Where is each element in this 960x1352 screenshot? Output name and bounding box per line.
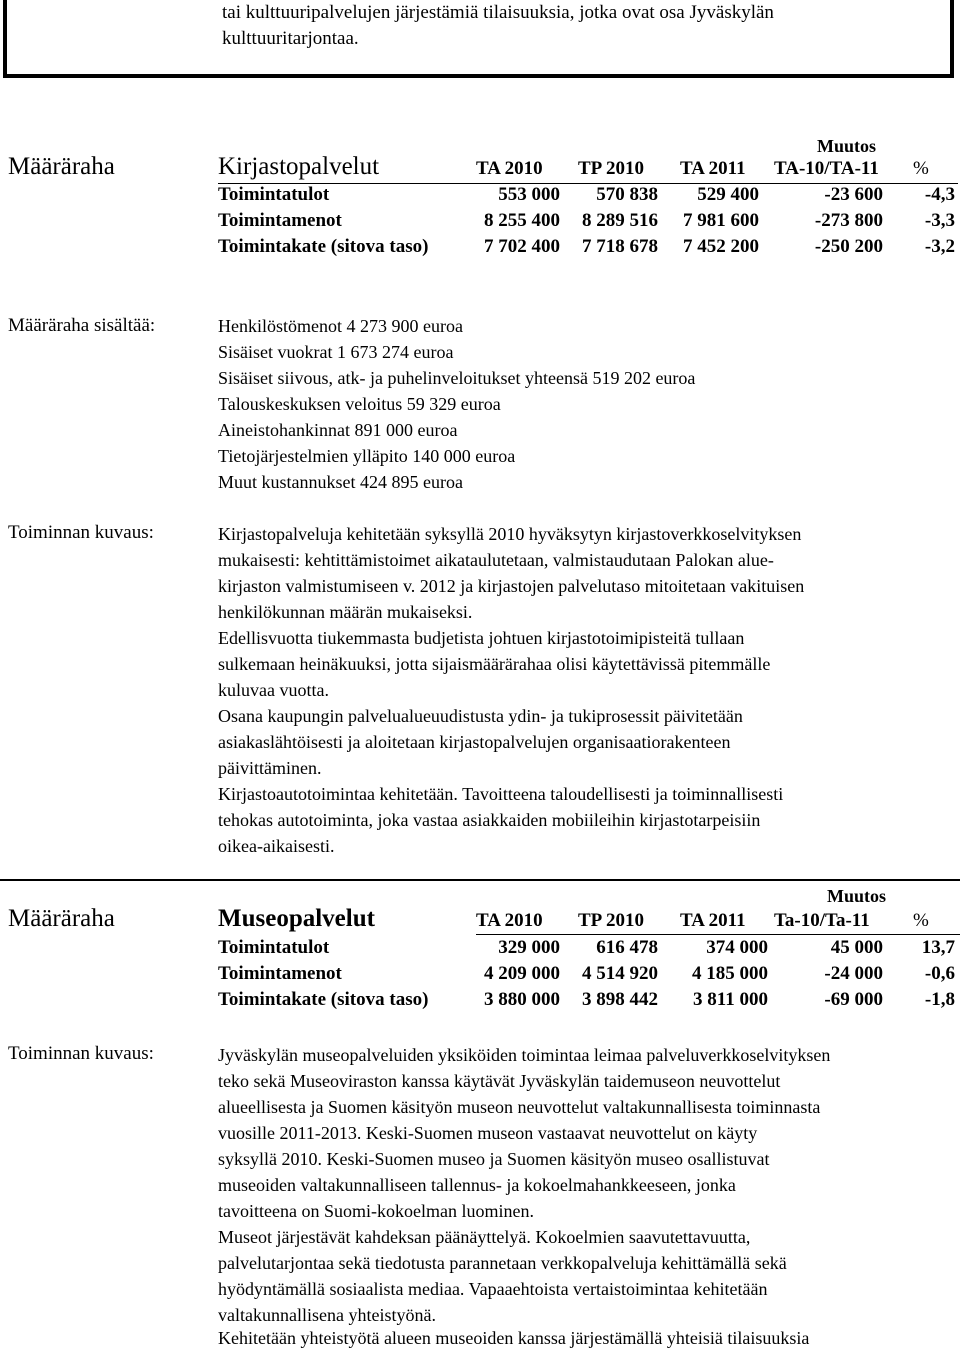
cell-percent: 13,7: [921, 937, 955, 958]
cell-change: -23 600: [824, 184, 883, 205]
text-line: päivittäminen.: [218, 758, 322, 778]
text-line: henkilökunnan määrän mukaiseksi.: [218, 602, 473, 622]
text-line: palvelutarjontaa sekä tiedotusta parannetaan verkkopalveluja kehittämällä sekä: [218, 1253, 787, 1273]
cell-ta2011: 4 185 000: [692, 963, 768, 984]
kirjasto-col-tp2010: TP 2010: [578, 158, 644, 179]
kirjasto-col-percent: %: [913, 158, 929, 179]
list-item: Sisäiset vuokrat 1 673 274 euroa: [218, 342, 454, 362]
cell-percent: -3,3: [924, 210, 955, 231]
kirjasto-title: Kirjastopalvelut: [218, 153, 380, 180]
top-text-box: [3, 0, 954, 78]
museo-title: Museopalvelut: [218, 905, 375, 932]
cell-ta2010: 8 255 400: [484, 210, 560, 231]
cell-ta2010: 3 880 000: [484, 989, 560, 1010]
cell-change: -273 800: [814, 210, 883, 231]
cell-change: -69 000: [824, 989, 883, 1010]
cell-ta2010: 7 702 400: [484, 236, 560, 257]
list-item: Henkilöstömenot 4 273 900 euroa: [218, 316, 463, 336]
cell-change: -250 200: [814, 236, 883, 257]
cell-ta2010: 329 000: [498, 937, 560, 958]
kirjasto-maararaha-heading: Määräraha: [8, 153, 115, 180]
text-line: mukaisesti: kehtittämistoimet aikataulutetaan, valmistaudutaan Palokan alue-: [218, 550, 774, 570]
text-line: vuosille 2011-2013. Keski-Suomen museon vastaavat neuvottelut on käyty: [218, 1123, 758, 1143]
cell-percent: -3,2: [924, 236, 955, 257]
row-label: Toimintakate (sitova taso): [218, 989, 429, 1010]
text-line: sulkemaan heinäkuuksi, jotta sijaismäärärahaa olisi käytettävissä pitemmälle: [218, 654, 771, 674]
kirjasto-sisaltaa-label: Määräraha sisältää:: [8, 315, 156, 336]
row-label: Toimintatulot: [218, 184, 330, 205]
text-line: hyödyntämällä sosiaalista mediaa. Vapaaehtoista vertaistoimintaa kehitetään: [218, 1279, 768, 1299]
cell-tp2010: 4 514 920: [582, 963, 658, 984]
cell-ta2010: 553 000: [498, 184, 560, 205]
kirjasto-col-ta2010: TA 2010: [476, 158, 543, 179]
cell-ta2011: 7 981 600: [683, 210, 759, 231]
kirjasto-col-ta2011: TA 2011: [680, 158, 746, 179]
row-label: Toimintatulot: [218, 937, 330, 958]
museo-col-ta2011: TA 2011: [680, 910, 746, 931]
cell-tp2010: 7 718 678: [582, 236, 658, 257]
text-line: Kirjastopalveluja kehitetään syksyllä 2010 hyväksytyn kirjastoverkkoselvityksen: [218, 524, 802, 544]
cell-ta2010: 4 209 000: [484, 963, 560, 984]
kirjasto-col-change: TA-10/TA-11: [774, 158, 879, 179]
text-line: Kehitetään yhteistyötä alueen museoiden kanssa järjestämällä yhteisiä tilaisuuksia: [218, 1328, 810, 1348]
museo-col-percent: %: [913, 910, 929, 931]
list-item: Aineistohankinnat 891 000 euroa: [218, 420, 458, 440]
museo-col-ta2010: TA 2010: [476, 910, 543, 931]
list-item: Sisäiset siivous, atk- ja puhelinveloitukset yhteensä 519 202 euroa: [218, 368, 696, 388]
kirjasto-kuvaus-label: Toiminnan kuvaus:: [8, 522, 154, 543]
text-line: tehokas autotoiminta, joka vastaa asiakkaiden mobiileihin kirjastotarpeisiin: [218, 810, 761, 830]
museo-muutos-header: Muutos: [827, 886, 887, 906]
list-item: Tietojärjestelmien ylläpito 140 000 euroa: [218, 446, 516, 466]
cell-tp2010: 3 898 442: [582, 989, 658, 1010]
row-label: Toimintakate (sitova taso): [218, 236, 429, 257]
cell-ta2011: 374 000: [706, 937, 768, 958]
text-line: syksyllä 2010. Keski-Suomen museo ja Suomen käsityön museo osallistuvat: [218, 1149, 770, 1169]
museo-maararaha-heading: Määräraha: [8, 905, 115, 932]
cell-ta2011: 3 811 000: [693, 989, 768, 1010]
text-line: tavoitteena on Suomi-kokoelman luominen.: [218, 1201, 534, 1221]
text-line: teko sekä Museoviraston kanssa käytävät Jyväskylän taidemuseon neuvottelut: [218, 1071, 781, 1091]
text-line: Museot järjestävät kahdeksan päänäyttelyä. Kokoelmien saavutettavuutta,: [218, 1227, 751, 1247]
list-item: Muut kustannukset 424 895 euroa: [218, 472, 463, 492]
section-divider: [0, 879, 960, 881]
cell-tp2010: 570 838: [596, 184, 658, 205]
row-label: Toimintamenot: [218, 963, 342, 984]
museo-col-tp2010: TP 2010: [578, 910, 644, 931]
list-item: Talouskeskuksen veloitus 59 329 euroa: [218, 394, 501, 414]
text-line: Jyväskylän museopalveluiden yksiköiden toimintaa leimaa palveluverkkoselvityksen: [218, 1045, 831, 1065]
cell-percent: -4,3: [924, 184, 955, 205]
museo-header-rule: [476, 934, 960, 935]
text-line: valtakunnallisena yhteistyönä.: [218, 1305, 436, 1325]
museo-kuvaus-label: Toiminnan kuvaus:: [8, 1043, 154, 1064]
museo-col-change: Ta-10/Ta-11: [774, 910, 870, 931]
cell-change: 45 000: [830, 937, 883, 958]
cell-ta2011: 7 452 200: [683, 236, 759, 257]
cell-tp2010: 616 478: [596, 937, 658, 958]
text-line: kuluvaa vuotta.: [218, 680, 329, 700]
text-line: Edellisvuotta tiukemmasta budjetista johtuen kirjastotoimipisteitä tullaan: [218, 628, 745, 648]
cell-tp2010: 8 289 516: [582, 210, 658, 231]
cell-ta2011: 529 400: [697, 184, 759, 205]
cell-percent: -0,6: [924, 963, 955, 984]
text-line: asiakaslähtöisesti ja aloitetaan kirjastopalvelujen organisaatiorakenteen: [218, 732, 731, 752]
row-label: Toimintamenot: [218, 210, 342, 231]
top-text-line-2: kulttuuritarjontaa.: [222, 28, 359, 49]
text-line: Osana kaupungin palvelualueuudistusta ydin- ja tukiprosessit päivitetään: [218, 706, 743, 726]
cell-percent: -1,8: [924, 989, 955, 1010]
text-line: kirjaston valmistumiseen v. 2012 ja kirjastojen palvelutaso mitoitetaan vakituisen: [218, 576, 805, 596]
text-line: Kirjastoautotoimintaa kehitetään. Tavoitteena taloudellisesti ja toiminnallisesti: [218, 784, 784, 804]
text-line: oikea-aikaisesti.: [218, 836, 335, 856]
text-line: museoiden valtakunnalliseen tallennus- ja kokoelmahankkeeseen, jonka: [218, 1175, 736, 1195]
top-text-line-1: tai kulttuuripalvelujen järjestämiä tilaisuuksia, jotka ovat osa Jyväskylän: [222, 2, 774, 23]
text-line: alueellisesta ja Suomen käsityön museon neuvottelut valtakunnallisesta toiminnasta: [218, 1097, 821, 1117]
cell-change: -24 000: [824, 963, 883, 984]
kirjasto-muutos-header: Muutos: [817, 136, 877, 156]
